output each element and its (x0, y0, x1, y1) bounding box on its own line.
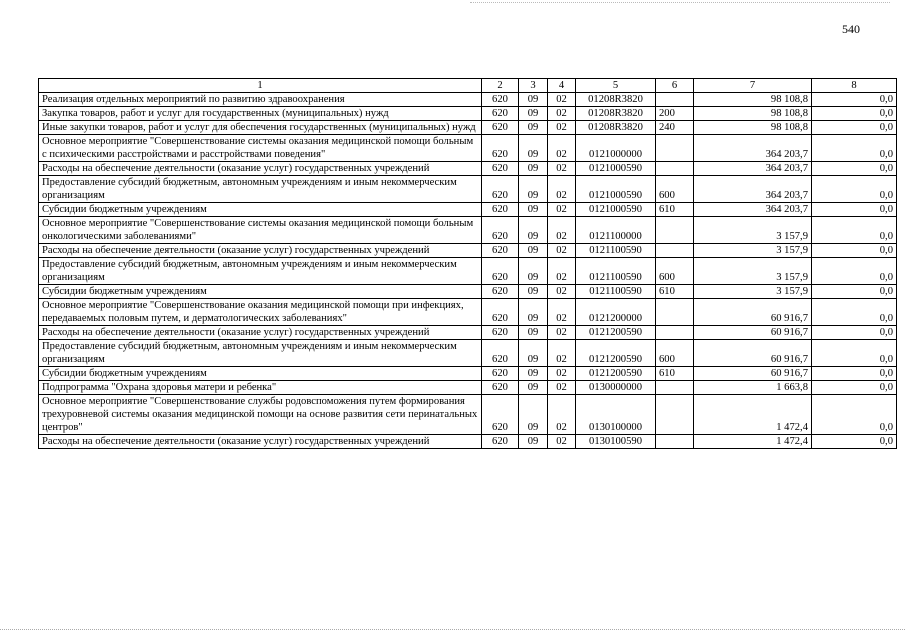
subsection-cell: 02 (548, 299, 576, 326)
admin-code-cell: 620 (482, 107, 519, 121)
budget-table (38, 78, 897, 449)
amount-cell: 98 108,8 (694, 107, 812, 121)
table-row (39, 285, 897, 299)
subsection-cell: 02 (548, 395, 576, 435)
expense-type-cell (656, 162, 694, 176)
row-name-cell: Субсидии бюджетным учреждениям (39, 367, 482, 381)
table-row (39, 203, 897, 217)
column-header: 2 (482, 79, 519, 93)
target-article-cell: 0121000590 (576, 162, 656, 176)
amount-cell: 3 157,9 (694, 258, 812, 285)
target-article-cell: 0121000000 (576, 135, 656, 162)
section-cell: 09 (519, 285, 548, 299)
admin-code-cell: 620 (482, 217, 519, 244)
table-row (39, 107, 897, 121)
expense-type-cell: 600 (656, 340, 694, 367)
scan-artifact-top (470, 2, 890, 5)
table-row (39, 135, 897, 162)
expense-type-cell: 610 (656, 285, 694, 299)
table-header-row (39, 79, 897, 93)
expense-type-cell (656, 217, 694, 244)
row-name-cell: Основное мероприятие "Совершенствование оказания медицинской помощи при инфекциях, передаваемых половым путем, и дерматологических заболеваниях" (39, 299, 482, 326)
amount-2-cell: 0,0 (812, 217, 897, 244)
subsection-cell: 02 (548, 217, 576, 244)
row-name-cell: Реализация отдельных мероприятий по развитию здравоохранения (39, 93, 482, 107)
admin-code-cell: 620 (482, 435, 519, 449)
row-name-cell: Основное мероприятие "Совершенствование системы оказания медицинской помощи больным с психическими расстройствами и расстройствами поведения" (39, 135, 482, 162)
target-article-cell: 0121100000 (576, 217, 656, 244)
amount-2-cell: 0,0 (812, 326, 897, 340)
amount-2-cell: 0,0 (812, 395, 897, 435)
amount-2-cell: 0,0 (812, 135, 897, 162)
row-name-cell: Основное мероприятие "Совершенствование системы оказания медицинской помощи больным онкологическими заболеваниями" (39, 217, 482, 244)
amount-cell: 3 157,9 (694, 285, 812, 299)
scan-artifact-bottom (0, 629, 905, 632)
table-row (39, 217, 897, 244)
table-row (39, 244, 897, 258)
row-name-cell: Субсидии бюджетным учреждениям (39, 203, 482, 217)
admin-code-cell: 620 (482, 162, 519, 176)
target-article-cell: 0121200590 (576, 367, 656, 381)
section-cell: 09 (519, 162, 548, 176)
subsection-cell: 02 (548, 435, 576, 449)
subsection-cell: 02 (548, 176, 576, 203)
amount-cell: 1 663,8 (694, 381, 812, 395)
column-header: 1 (39, 79, 482, 93)
target-article-cell: 0130100590 (576, 435, 656, 449)
expense-type-cell: 200 (656, 107, 694, 121)
section-cell: 09 (519, 93, 548, 107)
expense-type-cell (656, 435, 694, 449)
table-row (39, 367, 897, 381)
amount-cell: 60 916,7 (694, 367, 812, 381)
column-header: 4 (548, 79, 576, 93)
target-article-cell: 0121000590 (576, 203, 656, 217)
amount-2-cell: 0,0 (812, 176, 897, 203)
table-row (39, 176, 897, 203)
amount-2-cell: 0,0 (812, 107, 897, 121)
admin-code-cell: 620 (482, 340, 519, 367)
table-row (39, 340, 897, 367)
admin-code-cell: 620 (482, 135, 519, 162)
section-cell: 09 (519, 203, 548, 217)
table-row (39, 381, 897, 395)
amount-2-cell: 0,0 (812, 285, 897, 299)
table-row (39, 121, 897, 135)
amount-cell: 60 916,7 (694, 340, 812, 367)
expense-type-cell (656, 299, 694, 326)
target-article-cell: 01208R3820 (576, 121, 656, 135)
expense-type-cell: 600 (656, 176, 694, 203)
row-name-cell: Предоставление субсидий бюджетным, автономным учреждениям и иным некоммерческим организациям (39, 340, 482, 367)
target-article-cell: 0130000000 (576, 381, 656, 395)
target-article-cell: 0121200590 (576, 340, 656, 367)
expense-type-cell (656, 93, 694, 107)
expense-type-cell (656, 244, 694, 258)
admin-code-cell: 620 (482, 244, 519, 258)
section-cell: 09 (519, 395, 548, 435)
amount-cell: 364 203,7 (694, 176, 812, 203)
amount-2-cell: 0,0 (812, 244, 897, 258)
row-name-cell: Расходы на обеспечение деятельности (оказание услуг) государственных учреждений (39, 435, 482, 449)
amount-cell: 364 203,7 (694, 203, 812, 217)
expense-type-cell: 610 (656, 367, 694, 381)
amount-2-cell: 0,0 (812, 162, 897, 176)
subsection-cell: 02 (548, 258, 576, 285)
row-name-cell: Расходы на обеспечение деятельности (оказание услуг) государственных учреждений (39, 326, 482, 340)
admin-code-cell: 620 (482, 93, 519, 107)
row-name-cell: Иные закупки товаров, работ и услуг для обеспечения государственных (муниципальных) нужд (39, 121, 482, 135)
admin-code-cell: 620 (482, 367, 519, 381)
amount-2-cell: 0,0 (812, 367, 897, 381)
admin-code-cell: 620 (482, 326, 519, 340)
subsection-cell: 02 (548, 203, 576, 217)
amount-2-cell: 0,0 (812, 121, 897, 135)
row-name-cell: Расходы на обеспечение деятельности (оказание услуг) государственных учреждений (39, 244, 482, 258)
subsection-cell: 02 (548, 107, 576, 121)
table-row (39, 299, 897, 326)
subsection-cell: 02 (548, 162, 576, 176)
expense-type-cell: 240 (656, 121, 694, 135)
subsection-cell: 02 (548, 381, 576, 395)
target-article-cell: 0121200590 (576, 326, 656, 340)
expense-type-cell (656, 135, 694, 162)
target-article-cell: 0121100590 (576, 258, 656, 285)
row-name-cell: Субсидии бюджетным учреждениям (39, 285, 482, 299)
row-name-cell: Закупка товаров, работ и услуг для государственных (муниципальных) нужд (39, 107, 482, 121)
subsection-cell: 02 (548, 135, 576, 162)
table-row (39, 435, 897, 449)
expense-type-cell: 600 (656, 258, 694, 285)
target-article-cell: 01208R3820 (576, 93, 656, 107)
amount-cell: 98 108,8 (694, 93, 812, 107)
section-cell: 09 (519, 107, 548, 121)
table-row (39, 93, 897, 107)
admin-code-cell: 620 (482, 285, 519, 299)
table-row (39, 326, 897, 340)
amount-cell: 60 916,7 (694, 326, 812, 340)
section-cell: 09 (519, 381, 548, 395)
amount-2-cell: 0,0 (812, 258, 897, 285)
amount-2-cell: 0,0 (812, 381, 897, 395)
section-cell: 09 (519, 326, 548, 340)
section-cell: 09 (519, 121, 548, 135)
section-cell: 09 (519, 217, 548, 244)
amount-cell: 364 203,7 (694, 135, 812, 162)
section-cell: 09 (519, 340, 548, 367)
section-cell: 09 (519, 435, 548, 449)
amount-2-cell: 0,0 (812, 299, 897, 326)
expense-type-cell (656, 326, 694, 340)
section-cell: 09 (519, 258, 548, 285)
target-article-cell: 0121200000 (576, 299, 656, 326)
subsection-cell: 02 (548, 367, 576, 381)
subsection-cell: 02 (548, 285, 576, 299)
column-header: 6 (656, 79, 694, 93)
row-name-cell: Расходы на обеспечение деятельности (оказание услуг) государственных учреждений (39, 162, 482, 176)
row-name-cell: Подпрограмма "Охрана здоровья матери и ребенка" (39, 381, 482, 395)
column-header: 7 (694, 79, 812, 93)
column-header: 3 (519, 79, 548, 93)
expense-type-cell: 610 (656, 203, 694, 217)
amount-cell: 1 472,4 (694, 435, 812, 449)
admin-code-cell: 620 (482, 395, 519, 435)
admin-code-cell: 620 (482, 176, 519, 203)
subsection-cell: 02 (548, 326, 576, 340)
target-article-cell: 01208R3820 (576, 107, 656, 121)
section-cell: 09 (519, 299, 548, 326)
table-row (39, 395, 897, 435)
admin-code-cell: 620 (482, 258, 519, 285)
amount-2-cell: 0,0 (812, 340, 897, 367)
section-cell: 09 (519, 176, 548, 203)
admin-code-cell: 620 (482, 203, 519, 217)
subsection-cell: 02 (548, 121, 576, 135)
subsection-cell: 02 (548, 340, 576, 367)
row-name-cell: Предоставление субсидий бюджетным, автономным учреждениям и иным некоммерческим организациям (39, 176, 482, 203)
target-article-cell: 0121000590 (576, 176, 656, 203)
admin-code-cell: 620 (482, 299, 519, 326)
amount-cell: 3 157,9 (694, 244, 812, 258)
page-number: 540 (842, 22, 860, 36)
target-article-cell: 0121100590 (576, 285, 656, 299)
row-name-cell: Предоставление субсидий бюджетным, автономным учреждениям и иным некоммерческим организациям (39, 258, 482, 285)
expense-type-cell (656, 395, 694, 435)
subsection-cell: 02 (548, 244, 576, 258)
admin-code-cell: 620 (482, 121, 519, 135)
amount-cell: 3 157,9 (694, 217, 812, 244)
subsection-cell: 02 (548, 93, 576, 107)
target-article-cell: 0121100590 (576, 244, 656, 258)
amount-2-cell: 0,0 (812, 203, 897, 217)
amount-2-cell: 0,0 (812, 93, 897, 107)
table-row (39, 162, 897, 176)
column-header: 5 (576, 79, 656, 93)
section-cell: 09 (519, 244, 548, 258)
row-name-cell: Основное мероприятие "Совершенствование службы родовспоможения путем формирования трехуровневой системы оказания медицинской помощи на основе развития сети перинатальных центров" (39, 395, 482, 435)
table-row (39, 258, 897, 285)
column-header: 8 (812, 79, 897, 93)
amount-2-cell: 0,0 (812, 435, 897, 449)
section-cell: 09 (519, 135, 548, 162)
target-article-cell: 0130100000 (576, 395, 656, 435)
expense-type-cell (656, 381, 694, 395)
amount-cell: 98 108,8 (694, 121, 812, 135)
amount-cell: 364 203,7 (694, 162, 812, 176)
amount-cell: 1 472,4 (694, 395, 812, 435)
section-cell: 09 (519, 367, 548, 381)
admin-code-cell: 620 (482, 381, 519, 395)
amount-cell: 60 916,7 (694, 299, 812, 326)
